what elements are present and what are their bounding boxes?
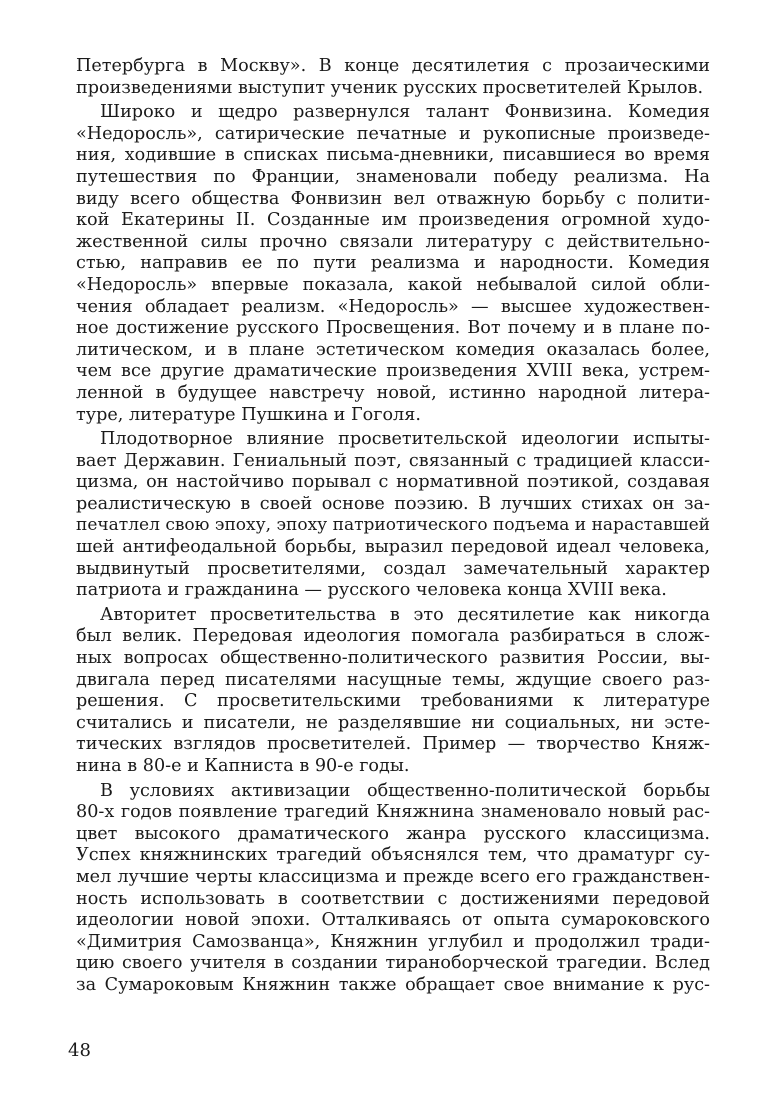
text-line: ность использовать в соответствии с достижениями передовой: [76, 888, 710, 909]
text-line: чем все другие драматические произведения XVIII века, устрем-: [76, 361, 710, 382]
text-line: Петербурга в Москву». В конце десятилетия с прозаическими: [76, 56, 710, 76]
text-line: виду всего общества Фонвизин вел отважную борьбу с полити-: [76, 188, 710, 209]
text-line: двигала перед писателями насущные темы, ждущие своего раз-: [76, 669, 710, 690]
text-line: считались и писатели, не разделявшие ни социальных, ни эсте-: [76, 712, 710, 733]
text-line: мел лучшие черты классицизма и прежде всего его гражданствен-: [76, 866, 710, 887]
text-line: ленной в будущее навстречу новой, истинно народной литера-: [76, 382, 710, 403]
text-line: Успех княжнинских трагедий объяснялся тем, что драматург су-: [76, 845, 710, 866]
paragraph: [76, 781, 710, 997]
text-line: произведениями выступит ученик русских просветителей Крылов.: [76, 77, 704, 98]
paragraph: [76, 605, 710, 778]
text-line: Широко и щедро развернулся талант Фонвизина. Комедия: [100, 102, 710, 123]
text-line: цвет высокого драматического жанра русского классицизма.: [76, 823, 710, 844]
text-line: вает Державин. Гениальный поэт, связанный с традицией класси-: [76, 450, 710, 471]
text-line: литическом, и в плане эстетическом комедия оказалась более,: [76, 339, 710, 360]
text-line: Плодотворное влияние просветительской идеологии испыты-: [100, 429, 710, 450]
text-line: идеологии новой эпохи. Отталкиваясь от опыта сумароковского: [76, 910, 710, 931]
text-line: выдвинутый просветителями, создал замечательный характер: [76, 558, 710, 579]
text-line: цизма, он настойчиво порывал с нормативной поэтикой, создавая: [76, 472, 710, 493]
text-line: жественной силы прочно связали литературу с действительно-: [76, 231, 710, 252]
text-line: нина в 80-е и Капниста в 90-е годы.: [76, 756, 410, 776]
text-line: ное достижение русского Просвещения. Вот почему и в плане по-: [76, 318, 710, 339]
text-line: 80-х годов появление трагедий Княжнина знаменовало новый рас-: [76, 802, 710, 823]
text-line: В условиях активизации общественно-политической борьбы: [100, 780, 710, 801]
text-line: реалистическую в своей основе поэзию. В лучших стихах он за-: [76, 493, 710, 514]
text-line: шей антифеодальной борьбы, выразил передовой идеал человека,: [76, 537, 710, 558]
text-line: туре, литературе Пушкина и Гоголя.: [76, 404, 421, 425]
text-line: печатлел свою эпоху, эпоху патриотического подъема и нараставшей: [76, 515, 710, 536]
paragraph: [76, 429, 710, 602]
text-line: «Димитрия Самозванца», Княжнин углубил и продолжил тради-: [76, 931, 710, 952]
text-line: был велик. Передовая идеология помогала разбираться в слож-: [76, 626, 710, 647]
text-line: цию своего учителя в создании тираноборческой трагедии. Вслед: [76, 953, 710, 974]
text-line: путешествия по Франции, знаменовали победу реализма. На: [76, 166, 710, 187]
page-body: [76, 56, 710, 997]
text-line: «Недоросль», сатирические печатные и рукописные произведе-: [76, 123, 710, 144]
text-line: решения. С просветительскими требованиями к литературе: [76, 691, 710, 712]
text-line: кой Екатерины II. Созданные им произведения огромной худо-: [76, 210, 710, 231]
page-number: 48: [68, 1040, 91, 1061]
text-line: ния, ходившие в списках письма-дневники, писавшиеся во время: [76, 145, 710, 166]
text-line: ных вопросах общественно-политического развития России, вы-: [76, 648, 710, 669]
text-line: патриота и гражданина — русского человека конца XVIII века.: [76, 580, 667, 601]
text-line: чения обладает реализм. «Недоросль» — высшее художествен-: [76, 296, 710, 317]
text-line: стью, направив ее по пути реализма и народности. Комедия: [76, 253, 710, 274]
text-line: за Сумароковым Княжнин также обращает свое внимание к рус-: [76, 974, 710, 995]
text-line: «Недоросль» впервые показала, какой небывалой силой обли-: [76, 274, 710, 295]
text-line: Авторитет просветительства в это десятилетие как никогда: [100, 604, 710, 625]
text-line: тических взглядов просветителей. Пример — творчество Княж-: [76, 734, 710, 755]
paragraph: [76, 56, 710, 99]
paragraph: [76, 102, 710, 426]
